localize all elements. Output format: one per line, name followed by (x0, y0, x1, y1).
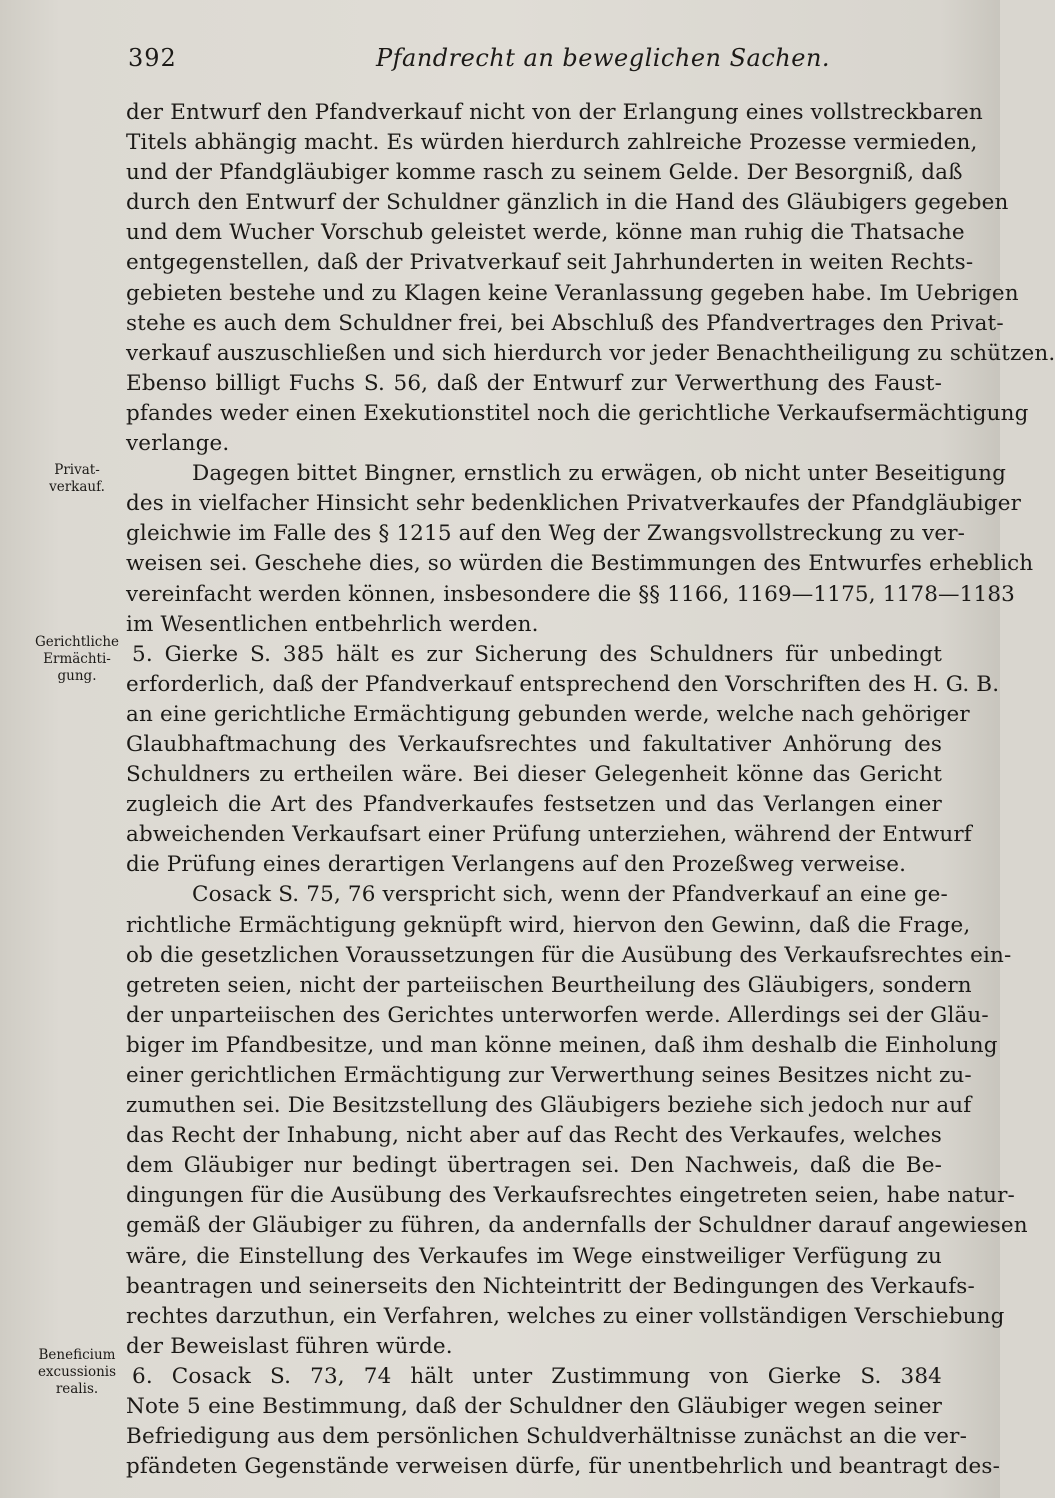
margin-note-line: Gerichtliche (34, 634, 120, 650)
text-line: pfandes weder einen Exekutionstitel noch die gerichtliche Verkaufsermächtigung (126, 400, 1029, 426)
text-line: an eine gerichtliche Ermächtigung gebunden werde, welche nach gehöriger (126, 701, 970, 727)
text-line: zumuthen sei. Die Besitzstellung des Gläubigers beziehe sich jedoch nur auf (126, 1093, 972, 1119)
text-line: der Beweislast führen würde. (126, 1333, 453, 1359)
text-line: entgegenstellen, daß der Privatverkauf seit Jahrhunderten in weiten Rechts- (126, 250, 974, 276)
text-line: richtliche Ermächtigung geknüpft wird, hiervon den Gewinn, daß die Frage, (126, 912, 971, 938)
margin-note-privatverkauf (28, 462, 126, 496)
text-line: einer gerichtlichen Ermächtigung zur Verwerthung seines Besitzes nicht zu- (126, 1063, 972, 1088)
text-line: beantragen und seinerseits den Nichteintritt der Bedingungen des Verkaufs- (126, 1273, 975, 1299)
running-title: Pfandrecht an beweglichen Sachen. (376, 44, 831, 72)
margin-note-beneficium (28, 1347, 126, 1398)
text-line: gemäß der Gläubiger zu führen, da andernfalls der Schuldner darauf angewiesen (126, 1213, 1028, 1239)
text-line: dem Gläubiger nur bedingt übertragen sei. Den Nachweis, daß die Be- (126, 1153, 942, 1179)
text-line: gebieten bestehe und zu Klagen keine Veranlassung gegeben habe. Im Uebrigen (126, 280, 1019, 306)
text-line: Cosack S. 75, 76 verspricht sich, wenn der Pfandverkauf an eine ge- (192, 882, 948, 908)
text-line: Glaubhaftmachung des Verkaufsrechtes und fakultativer Anhörung des (126, 731, 942, 757)
text-line: erforderlich, daß der Pfandverkauf entsprechend den Vorschriften des H. G. B. (126, 671, 1000, 697)
text-line: wäre, die Einstellung des Verkaufes im Wege einstweiliger Verfügung zu (126, 1243, 942, 1269)
text-line: Ebenso billigt Fuchs S. 56, daß der Entwurf zur Verwerthung des Faust- (126, 370, 942, 396)
text-line: pfändeten Gegenstände verweisen dürfe, für unentbehrlich und beantragt des- (126, 1454, 1000, 1480)
margin-note-line: gung. (57, 668, 97, 684)
text-line: weisen sei. Geschehe dies, so würden die Bestimmungen des Entwurfes erheblich (126, 551, 1034, 577)
text-line: die Prüfung eines derartigen Verlangens auf den Prozeßweg verweise. (126, 852, 907, 878)
text-line: abweichenden Verkaufsart einer Prüfung unterziehen, während der Entwurf (126, 822, 972, 848)
text-line: dingungen für die Ausübung des Verkaufsrechtes eingetreten seien, habe natur- (126, 1183, 1015, 1209)
page-header (128, 40, 940, 80)
text-line: durch den Entwurf der Schuldner gänzlich in die Hand des Gläubigers gegeben (126, 190, 1009, 216)
text-line: der Entwurf den Pfandverkauf nicht von der Erlangung eines vollstreckbaren (126, 100, 983, 125)
text-line: zugleich die Art des Pfandverkaufes festsetzen und das Verlangen einer (126, 792, 942, 818)
text-line: Befriedigung aus dem persönlichen Schuldverhältnisse zunächst an die ver- (126, 1424, 967, 1450)
text-line: Schuldners zu ertheilen wäre. Bei dieser Gelegenheit könne das Gericht (126, 762, 942, 788)
text-line: rechtes darzuthun, ein Verfahren, welches zu einer vollständigen Verschiebung (126, 1303, 1005, 1329)
text-line: vereinfacht werden können, insbesondere die §§ 1166, 1169—1175, 1178—1183 (126, 581, 1015, 607)
text-line: gleichwie im Falle des § 1215 auf den Weg der Zwangsvollstreckung zu ver- (126, 521, 966, 547)
text-line: verlange. (126, 431, 230, 457)
text-line: und dem Wucher Vorschub geleistet werde, könne man ruhig die Thatsache (126, 220, 965, 246)
page-number: 392 (128, 44, 177, 72)
margin-note-line: Beneficium (38, 1347, 116, 1363)
body-text (126, 98, 1055, 1482)
margin-note-line: Ermächti- (43, 651, 111, 667)
text-line: ob die gesetzlichen Voraussetzungen für die Ausübung des Verkaufsrechtes ein- (126, 942, 1012, 968)
text-line: verkauf auszuschließen und sich hierdurch vor jeder Benachtheiligung zu schützen. (126, 340, 1055, 366)
text-line: 6. Cosack S. 73, 74 hält unter Zustimmung von Gierke S. 384 (132, 1363, 942, 1389)
text-line: und der Pfandgläubiger komme rasch zu seinem Gelde. Der Besorgniß, daß (126, 160, 963, 186)
text-line: das Recht der Inhabung, nicht aber auf das Recht des Verkaufes, welches (126, 1123, 942, 1149)
margin-note-gerichtliche-ermaechtigung (28, 634, 126, 685)
margin-note-line: realis. (55, 1381, 99, 1397)
text-line: Dagegen bittet Bingner, ernstlich zu erwägen, ob nicht unter Beseitigung (192, 461, 1006, 487)
text-line: Note 5 eine Bestimmung, daß der Schuldner den Gläubiger wegen seiner (126, 1394, 942, 1420)
text-line: 5. Gierke S. 385 hält es zur Sicherung des Schuldners für unbedingt (132, 641, 942, 667)
text-line: getreten seien, nicht der parteiischen Beurtheilung des Gläubigers, sondern (126, 972, 972, 998)
text-line: stehe es auch dem Schuldner frei, bei Abschluß des Pfandvertrages den Privat- (126, 310, 1004, 336)
text-line: des in vielfacher Hinsicht sehr bedenklichen Privatverkaufes der Pfandgläubiger (126, 491, 1022, 517)
margin-note-line: excussionis (37, 1364, 117, 1380)
margin-note-line: verkauf. (49, 479, 105, 495)
margin-note-line: Privat- (54, 462, 100, 478)
text-line: biger im Pfandbesitze, und man könne meinen, daß ihm deshalb die Einholung (126, 1032, 998, 1058)
text-line: der unparteiischen des Gerichtes unterworfen werde. Allerdings sei der Gläu- (126, 1002, 989, 1028)
text-line: Titels abhängig macht. Es würden hierdurch zahlreiche Prozesse vermieden, (126, 130, 978, 156)
text-line: im Wesentlichen entbehrlich werden. (126, 611, 539, 637)
